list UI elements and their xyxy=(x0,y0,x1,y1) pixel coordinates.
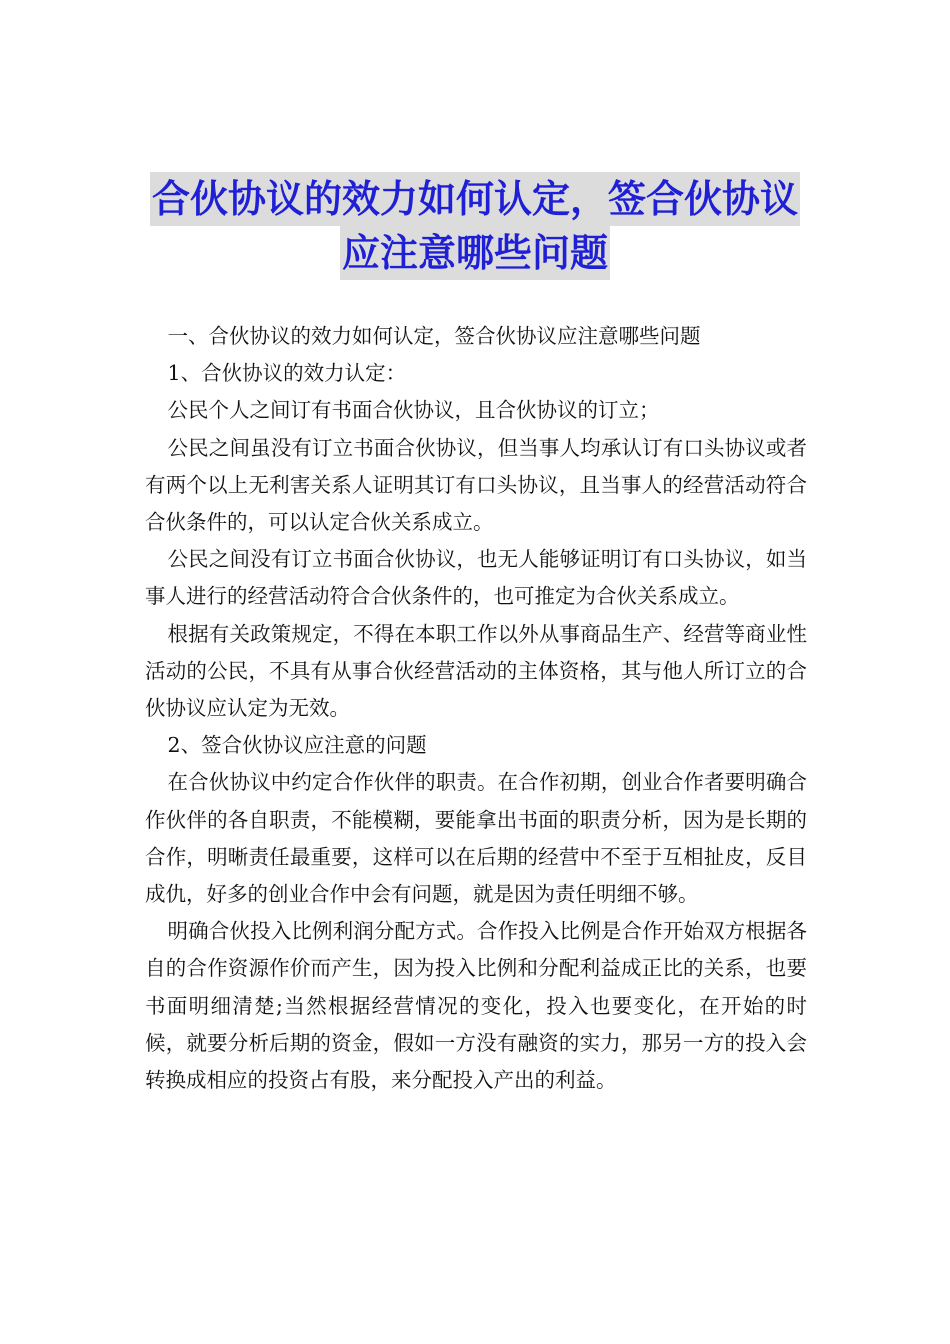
document-body xyxy=(145,318,807,1099)
title-line-2: 应注意哪些问题 xyxy=(340,226,610,280)
section-heading-1: 一、合伙协议的效力如何认定，签合伙协议应注意哪些问题 xyxy=(167,324,701,348)
paragraph: 公民之间虽没有订立书面合伙协议，但当事人均承认订有口头协议或者有两个以上无利害关系人证明其订有口头协议，且当事人的经营活动符合合伙条件的，可以认定合伙关系成立。 xyxy=(145,435,807,535)
subsection-heading-1: 1、合伙协议的效力认定： xyxy=(167,361,407,386)
title-line-1: 合伙协议的效力如何认定，签合伙协议 xyxy=(150,172,800,226)
paragraph: 公民之间没有订立书面合伙协议，也无人能够证明订有口头协议，如当事人进行的经营活动符合合伙条件的，也可推定为合伙关系成立。 xyxy=(145,547,807,609)
paragraph: 在合伙协议中约定合作伙伴的职责。在合作初期，创业合作者要明确合作伙伴的各自职责，不能模糊，要能拿出书面的职责分析，因为是长期的合作，明晰责任最重要，这样可以在后期的经营中不至于互相扯皮，反目成仇，好多的创业合作中会有问题，就是因为责任明细不够。 xyxy=(145,770,807,907)
paragraph: 公民个人之间订有书面合伙协议，且合伙协议的订立； xyxy=(167,398,660,423)
paragraph: 明确合伙投入比例利润分配方式。合作投入比例是合作开始双方根据各自的合作资源作价而产生，因为投入比例和分配利益成正比的关系，也要书面明细清楚;当然根据经营情况的变化，投入也要变化，在开始的时候，就要分析后期的资金，假如一方没有融资的实力，那另一方的投入会转换成相应的投资占有股，来分配投入产出的利益。 xyxy=(145,919,807,1093)
paragraph: 根据有关政策规定，不得在本职工作以外从事商品生产、经营等商业性活动的公民，不具有从事合伙经营活动的主体资格，其与他人所订立的合伙协议应认定为无效。 xyxy=(145,621,807,721)
document-title xyxy=(100,172,850,280)
subsection-heading-2: 2、签合伙协议应注意的问题 xyxy=(167,733,427,758)
